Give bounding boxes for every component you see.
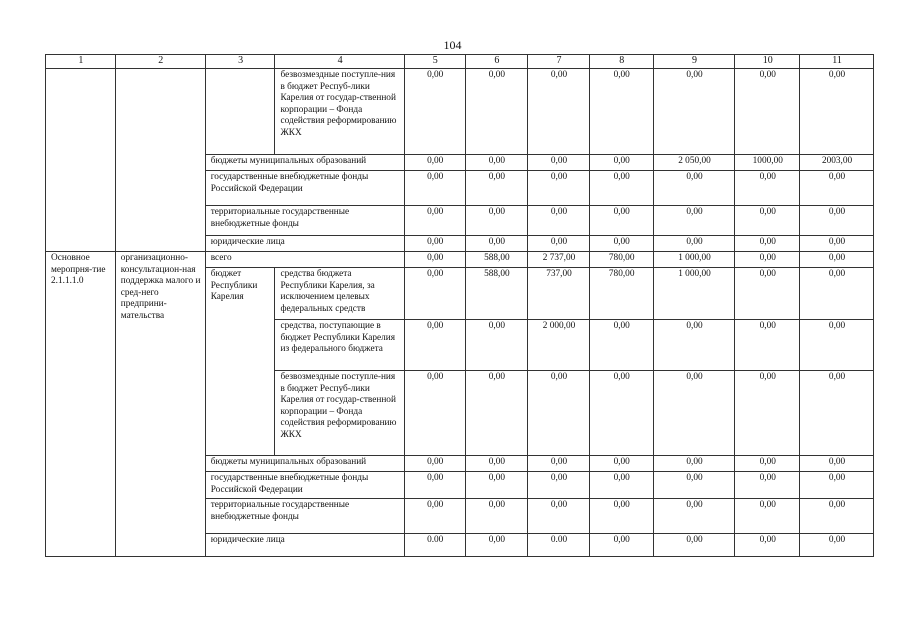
source-name: всего [205,252,404,268]
value-cell: 0,00 [404,69,465,155]
value-cell: 0,00 [735,252,800,268]
value-cell: 2 050,00 [653,155,735,171]
value-cell: 0,00 [404,252,465,268]
value-cell: 0,00 [800,69,874,155]
empty-cell [115,69,205,252]
value-cell: 0,00 [404,456,465,472]
source-name: бюджеты муниципальных образований [205,456,404,472]
value-cell: 0,00 [653,320,735,371]
value-cell: 0,00 [735,456,800,472]
source-name: средства, поступающие в бюджет Республики Карелия из федерального бюджета [275,320,404,371]
value-cell: 0,00 [589,456,653,472]
budget-table [45,54,874,557]
value-cell: 0,00 [404,236,465,252]
value-cell: 0,00 [653,456,735,472]
value-cell: 0,00 [465,69,528,155]
value-cell: 0,00 [404,320,465,371]
value-cell: 1000,00 [735,155,800,171]
value-cell: 0,00 [800,171,874,206]
value-cell: 0,00 [404,206,465,236]
value-cell: 0,00 [735,236,800,252]
value-cell: 0,00 [404,472,465,499]
value-cell: 0,00 [465,472,528,499]
value-cell: 0,00 [800,268,874,320]
value-cell: 0.00 [528,534,590,557]
value-cell: 0,00 [528,499,590,534]
page-number: 104 [443,38,462,52]
value-cell: 0,00 [404,371,465,456]
column-number: 6 [465,55,528,69]
value-cell: 0,00 [404,499,465,534]
value-cell: 0,00 [528,236,590,252]
empty-cell [205,69,275,155]
value-cell: 0,00 [735,371,800,456]
value-cell: 0,00 [653,69,735,155]
activity-name: Основное меропрня-тие 2.1.1.1.0 [46,252,116,557]
value-cell: 0,00 [465,171,528,206]
value-cell: 0.00 [404,534,465,557]
value-cell: 0,00 [800,371,874,456]
column-number-row [46,55,874,69]
source-name: средства бюджета Республики Карелия, за исключением целевых федеральных средств [275,268,404,320]
value-cell: 0,00 [800,236,874,252]
value-cell: 2003,00 [800,155,874,171]
value-cell: 0,00 [653,236,735,252]
column-number: 4 [275,55,404,69]
column-number: 7 [528,55,590,69]
value-cell: 588,00 [465,252,528,268]
source-name: юридические лица [205,534,404,557]
value-cell: 0,00 [589,534,653,557]
value-cell: 0,00 [465,456,528,472]
value-cell: 0,00 [735,206,800,236]
value-cell: 0,00 [589,320,653,371]
value-cell: 737,00 [528,268,590,320]
value-cell: 0,00 [589,236,653,252]
value-cell: 0,00 [589,472,653,499]
value-cell: 0,00 [465,499,528,534]
value-cell: 0,00 [404,268,465,320]
source-name: безвозмездные поступле-ния в бюджет Респуб-лики Карелия от государ-ственной корпорации – Фонда содействия реформированию ЖКХ [275,371,404,456]
value-cell: 0,00 [653,371,735,456]
value-cell: 0,00 [800,534,874,557]
value-cell: 0,00 [465,534,528,557]
value-cell: 0,00 [404,155,465,171]
value-cell: 0,00 [589,499,653,534]
executor-name: организационно-консультацион-ная поддержка малого и сред-него предприни-мательства [115,252,205,557]
value-cell: 0,00 [589,171,653,206]
value-cell: 0,00 [800,206,874,236]
value-cell: 2 737,00 [528,252,590,268]
value-cell: 0,00 [528,206,590,236]
value-cell: 780,00 [589,268,653,320]
value-cell: 0,00 [589,371,653,456]
value-cell: 0,00 [735,499,800,534]
column-number: 2 [115,55,205,69]
value-cell: 0,00 [465,206,528,236]
value-cell: 0,00 [528,69,590,155]
value-cell: 0,00 [465,371,528,456]
table-row [46,69,874,155]
source-name: территориальные государственные внебюджетные фонды [205,499,404,534]
column-number: 9 [653,55,735,69]
value-cell: 0,00 [528,472,590,499]
budget-group-name: бюджет Республики Карелия [205,268,275,456]
source-name: бюджеты муниципальных образований [205,155,404,171]
column-number: 5 [404,55,465,69]
value-cell: 0,00 [465,236,528,252]
value-cell: 0,00 [528,171,590,206]
value-cell: 0,00 [653,534,735,557]
value-cell: 0,00 [528,371,590,456]
value-cell: 0,00 [800,456,874,472]
value-cell: 0,00 [800,499,874,534]
table-row [46,252,874,268]
column-number: 10 [735,55,800,69]
value-cell: 0,00 [653,472,735,499]
value-cell: 1 000,00 [653,268,735,320]
value-cell: 1 000,00 [653,252,735,268]
value-cell: 0,00 [589,155,653,171]
column-number: 3 [205,55,275,69]
value-cell: 0,00 [528,155,590,171]
value-cell: 0,00 [735,472,800,499]
value-cell: 0,00 [735,69,800,155]
value-cell: 0,00 [800,252,874,268]
source-name: государственные внебюджетные фонды Российской Федерации [205,171,404,206]
value-cell: 0,00 [404,171,465,206]
source-name: территориальные государственные внебюджетные фонды [205,206,404,236]
value-cell: 0,00 [735,268,800,320]
column-number: 11 [800,55,874,69]
value-cell: 2 000,00 [528,320,590,371]
value-cell: 0,00 [465,155,528,171]
column-number: 8 [589,55,653,69]
value-cell: 0,00 [528,456,590,472]
value-cell: 0,00 [653,499,735,534]
value-cell: 0,00 [465,320,528,371]
value-cell: 0,00 [589,69,653,155]
value-cell: 0,00 [589,206,653,236]
value-cell: 0,00 [653,171,735,206]
value-cell: 0,00 [653,206,735,236]
value-cell: 0,00 [800,320,874,371]
empty-cell [46,69,116,252]
source-name: юридические лица [205,236,404,252]
source-name: государственные внебюджетные фонды Российской Федерации [205,472,404,499]
value-cell: 588,00 [465,268,528,320]
value-cell: 0,00 [735,171,800,206]
value-cell: 780,00 [589,252,653,268]
value-cell: 0,00 [800,472,874,499]
value-cell: 0,00 [735,534,800,557]
column-number: 1 [46,55,116,69]
value-cell: 0,00 [735,320,800,371]
source-name: безвозмездные поступле-ния в бюджет Респуб-лики Карелия от государ-ственной корпорации – Фонда содействия реформированию ЖКХ [275,69,404,155]
